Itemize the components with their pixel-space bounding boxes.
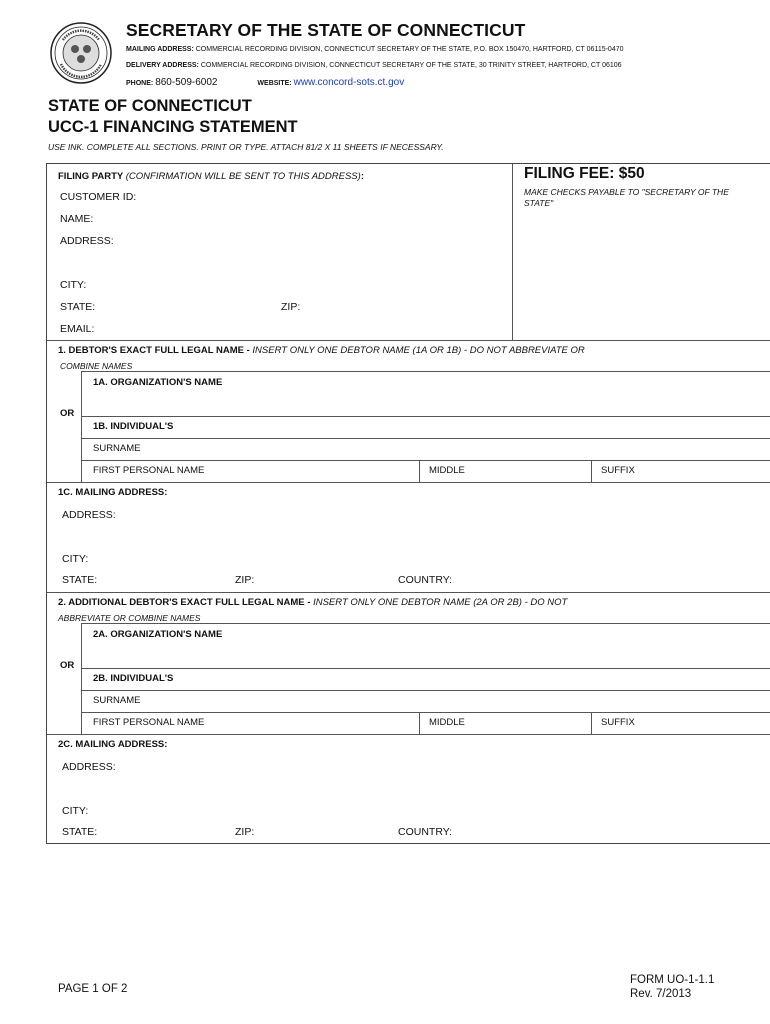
debtor2-or-label: OR: [60, 660, 75, 671]
debtor2-individual-label: 2B. INDIVIDUAL'S: [93, 673, 174, 684]
delivery-address-value: COMMERCIAL RECORDING DIVISION, CONNECTICUT SECRETARY OF THE STATE, 30 TRINITY STREET, HARTFORD, CT 06106: [200, 62, 622, 69]
website-link[interactable]: www.concord-sots.ct.gov: [293, 77, 405, 88]
debtor2-surname-field[interactable]: SURNAME: [93, 695, 141, 706]
form-instructions: USE INK. COMPLETE ALL SECTIONS. PRINT OR TYPE. ATTACH 81/2 X 11 SHEETS IF NECESSARY.: [48, 142, 444, 152]
debtor1-state-field[interactable]: STATE:: [62, 574, 98, 586]
ucc1-form: [46, 163, 770, 844]
mailing-address-line: [126, 46, 624, 53]
debtor2-zip-field[interactable]: ZIP:: [235, 826, 255, 838]
delivery-address-line: [126, 62, 622, 69]
filing-party-email-field[interactable]: EMAIL:: [60, 323, 95, 335]
phone-label: PHONE:: [126, 80, 154, 87]
form-revision: Rev. 7/2013: [630, 988, 692, 1000]
phone-value: 860-509-6002: [155, 77, 218, 88]
debtor1-first-name-field[interactable]: FIRST PERSONAL NAME: [93, 465, 205, 476]
debtor2-first-name-field[interactable]: FIRST PERSONAL NAME: [93, 717, 205, 728]
filing-fee-note: MAKE CHECKS PAYABLE TO "SECRETARY OF THE STATE": [524, 187, 729, 208]
debtor2-address-field[interactable]: ADDRESS:: [62, 761, 116, 773]
website-label: WEBSITE:: [257, 80, 292, 87]
mailing-address-label: MAILING ADDRESS:: [126, 46, 194, 53]
debtor2-instruction-cont: ABBREVIATE OR COMBINE NAMES: [58, 613, 201, 623]
debtor2-mailing-label: 2C. MAILING ADDRESS:: [58, 739, 168, 750]
debtor1-city-field[interactable]: CITY:: [62, 553, 89, 565]
page-number: PAGE 1 OF 2: [58, 983, 128, 995]
debtor1-surname-field[interactable]: SURNAME: [93, 443, 141, 454]
form-title-ucc: UCC-1 FINANCING STATEMENT: [48, 118, 298, 136]
filing-party-label: FILING PARTY (CONFIRMATION WILL BE SENT TO THIS ADDRESS):: [58, 171, 364, 182]
debtor1-middle-field[interactable]: MIDDLE: [429, 465, 465, 476]
debtor1-or-label: OR: [60, 408, 75, 419]
debtor2-state-field[interactable]: STATE:: [62, 826, 98, 838]
debtor2-org-name-field[interactable]: 2A. ORGANIZATION'S NAME: [93, 629, 223, 640]
contact-line: [126, 77, 404, 88]
customer-id-field[interactable]: CUSTOMER ID:: [60, 191, 137, 203]
debtor1-mailing-label: 1C. MAILING ADDRESS:: [58, 487, 168, 498]
debtor1-address-field[interactable]: ADDRESS:: [62, 509, 116, 521]
debtor1-zip-field[interactable]: ZIP:: [235, 574, 255, 586]
delivery-address-label: DELIVERY ADDRESS:: [126, 62, 199, 69]
form-title-state: STATE OF CONNECTICUT: [48, 97, 252, 115]
debtor2-suffix-field[interactable]: SUFFIX: [601, 717, 635, 728]
filing-party-address-field[interactable]: ADDRESS:: [60, 235, 114, 247]
debtor2-heading: 2. ADDITIONAL DEBTOR'S EXACT FULL LEGAL NAME - INSERT ONLY ONE DEBTOR NAME (2A OR 2B) - DO NOT: [58, 597, 568, 608]
filing-party-name-field[interactable]: NAME:: [60, 213, 94, 225]
filing-party-city-field[interactable]: CITY:: [60, 279, 87, 291]
debtor1-instruction-cont: COMBINE NAMES: [60, 361, 133, 371]
state-seal-icon: [50, 22, 112, 84]
debtor1-suffix-field[interactable]: SUFFIX: [601, 465, 635, 476]
debtor1-heading: 1. DEBTOR'S EXACT FULL LEGAL NAME - INSERT ONLY ONE DEBTOR NAME (1A OR 1B) - DO NOT ABBREVIATE OR: [58, 345, 585, 356]
agency-title: SECRETARY OF THE STATE OF CONNECTICUT: [126, 20, 526, 40]
debtor2-middle-field[interactable]: MIDDLE: [429, 717, 465, 728]
mailing-address-value: COMMERCIAL RECORDING DIVISION, CONNECTICUT SECRETARY OF THE STATE, P.O. BOX 150470, HARTFORD, CT 06115-0470: [195, 46, 624, 53]
filing-fee-title: FILING FEE: $50: [524, 165, 645, 182]
form-number: [630, 973, 714, 1001]
debtor2-country-field[interactable]: COUNTRY:: [398, 826, 453, 838]
debtor1-country-field[interactable]: COUNTRY:: [398, 574, 453, 586]
filing-party-zip-field[interactable]: ZIP:: [281, 301, 301, 313]
form-id: FORM UO-1-1.1: [630, 974, 715, 986]
debtor1-individual-label: 1B. INDIVIDUAL'S: [93, 421, 174, 432]
filing-party-state-field[interactable]: STATE:: [60, 301, 96, 313]
debtor1-org-name-field[interactable]: 1A. ORGANIZATION'S NAME: [93, 377, 223, 388]
debtor2-city-field[interactable]: CITY:: [62, 805, 89, 817]
